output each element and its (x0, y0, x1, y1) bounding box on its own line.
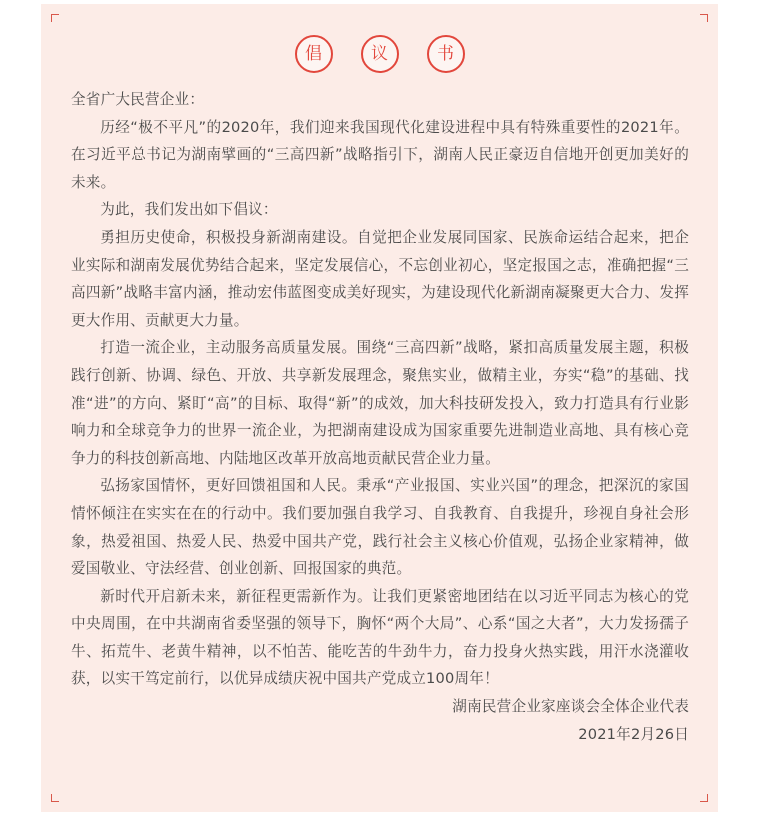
document-body (71, 86, 689, 748)
corner-ornament-bottom-left (51, 794, 59, 802)
title-char-1: 倡 (295, 35, 333, 73)
corner-ornament-bottom-right (700, 794, 708, 802)
corner-ornament-top-left (51, 14, 59, 22)
paragraph: 为此，我们发出如下倡议： (100, 201, 278, 219)
title-char-2: 议 (361, 35, 399, 73)
paragraph: 新时代开启新未来，新征程更需新作为。让我们更紧密地团结在以习近平同志为核心的党中央周围，在中共湖南省委坚强的领导下，胸怀“两个大局”、心系“国之大者”，大力发扬孺子牛、拓荒牛、老黄牛精神，以不怕苦、能吃苦的牛劲牛力，奋力投身火热实践，用汗水浇灌收获，以实干笃定前行，以优异成绩庆祝中国共产党成立100周年！ (71, 587, 689, 688)
date: 2021年2月26日 (578, 725, 689, 743)
paragraph: 弘扬家国情怀，更好回馈祖国和人民。秉承“产业报国、实业兴国”的理念，把深沉的家国情怀倾注在实实在在的行动中。我们要加强自我学习、自我教育、自我提升，珍视自身社会形象，热爱祖国、热爱人民、热爱中国共产党，践行社会主义核心价值观，弘扬企业家精神，做爱国敬业、守法经营、创业创新、回报国家的典范。 (71, 477, 689, 578)
document-title (41, 35, 718, 73)
letter-card (41, 4, 718, 812)
corner-ornament-top-right (700, 14, 708, 22)
signature: 湖南民营企业家座谈会全体企业代表 (452, 698, 689, 716)
paragraph: 打造一流企业，主动服务高质量发展。围绕“三高四新”战略，紧扣高质量发展主题，积极践行创新、协调、绿色、开放、共享新发展理念，聚焦实业，做精主业，夯实“稳”的基础、找准“进”的方向、紧盯“高”的目标、取得“新”的成效，加大科技研发投入，致力打造具有行业影响力和全球竞争力的世界一流企业，为把湖南建设成为国家重要先进制造业高地、具有核心竞争力的科技创新高地、内陆地区改革开放高地贡献民营企业力量。 (71, 339, 689, 467)
salutation: 全省广大民营企业： (71, 91, 205, 108)
paragraph: 勇担历史使命，积极投身新湖南建设。自觉把企业发展同国家、民族命运结合起来，把企业实际和湖南发展优势结合起来，坚定发展信心，不忘创业初心，坚定报国之志，准确把握“三高四新”战略丰富内涵，推动宏伟蓝图变成美好现实，为建设现代化新湖南凝聚更大合力、发挥更大作用、贡献更大力量。 (71, 228, 689, 329)
paragraph: 历经“极不平凡”的2020年，我们迎来我国现代化建设进程中具有特殊重要性的2021年。在习近平总书记为湖南擘画的“三高四新”战略指引下，湖南人民正豪迈自信地开创更加美好的未来。 (71, 118, 689, 191)
title-char-3: 书 (427, 35, 465, 73)
